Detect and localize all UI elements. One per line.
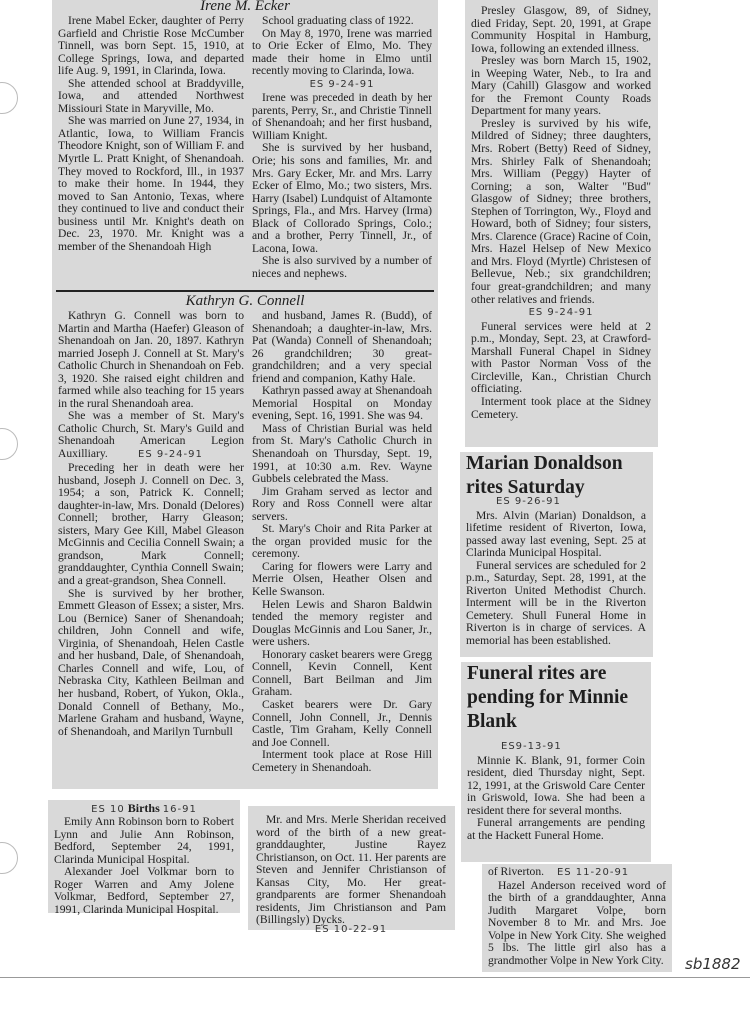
anderson-lead-line xyxy=(488,866,666,880)
binder-hole xyxy=(0,82,18,114)
column-right xyxy=(252,15,432,280)
clipping-sheridan-birth xyxy=(248,806,455,935)
text-block xyxy=(471,321,651,421)
headline: Funeral rites are pending for Minnie Blank xyxy=(467,663,629,732)
paragraph: Hazel Anderson received word of the birth of a granddaughter, Anna Judith Margaret Volpe, born November 8 to Mr. and Mrs. Joe Volpe in New York City. She weighed 5 lbs. The little girl also has a grandmother Volpe in New York City. xyxy=(488,878,666,967)
paragraph: She was a member of St. Mary's Catholic Church, St. Mary's Guild and Shenandoah American Legion Auxilliary. xyxy=(58,409,244,461)
paragraph: Interment took place at Rose Hill Cemetery in Shenandoah. xyxy=(252,748,432,774)
sheridan-text xyxy=(256,814,446,937)
paragraph: Helen Lewis and Sharon Baldwin tended the memory register and Douglas McGinnis and Lou Saner, Jr., were ushers. xyxy=(252,597,432,649)
paragraph: Kathryn G. Connell was born to Martin and Martha (Haefer) Gleason of Shenandoah on Jan. 20, 1897. Kathryn married Joseph J. Connell at St. Mary's Catholic Church in Shenandoah on Feb. 3, 1920. She raised eight children and farmed while also teaching for 15 years in the rural Shenandoah area. xyxy=(58,309,244,410)
paragraph: She is survived by her brother, Emmett Gleason of Essex; a sister, Mrs. Lou (Bernice) Saner of Shenandoah; children, John Connell and wife, Virginia, of Shenandoah, Helen Castle and her husband, Dale, of Shenandoah, Charles Connell and wife, Lou, of Nebraska City, Kathleen Beilman and her husband, Robert, of Yukon, Okla., Donald Connell of Bethany, Mo., Marlene Graham and husband, Wayne, of Shenandoah, and Marilyn Turnbull xyxy=(58,586,244,738)
column-right xyxy=(252,310,432,774)
catalog-number: sb1882 xyxy=(685,955,741,973)
page-edge xyxy=(0,977,750,978)
paragraph: She is survived by her husband, Orie; his sons and families, Mr. and Mrs. Gary Ecker, Mr. and Mrs. Larry Ecker of Elmo, Mo.; two sisters, Mrs. Harry (Isabel) Lundquist of Altamonte Springs, Fla., and Mrs. Harvey (Irma) Black of Collorado Springs, Colo.; and a brother, Perry Tinnell, Jr., of Lacona, Iowa. xyxy=(252,141,432,255)
clipping-glasgow-obituary xyxy=(465,0,658,447)
clipping-blank-obituary xyxy=(461,662,651,862)
paragraph: Jim Graham served as lector and Rory and Ross Connell were altar servers. xyxy=(252,484,432,523)
handwritten-date-note: 16-91 xyxy=(162,804,197,815)
donaldson-text xyxy=(466,496,646,648)
clipping-donaldson-obituary xyxy=(460,452,653,657)
text-block xyxy=(256,814,446,927)
paragraph: Caring for flowers were Larry and Merrie Olsen, Heather Olsen and Kelle Swanson. xyxy=(252,559,432,599)
paragraph: Mass of Christian Burial was held from St. Mary's Catholic Church in Shenandoah on Thursday, Sept. 19, 1991, at 10:30 a.m. Rev. Wayne Gubbels celebrated the Mass. xyxy=(252,421,432,486)
obituary-title: Kathryn G. Connell xyxy=(185,293,305,309)
paragraph: She attended school at Braddyville, Iowa, and attended Northwest Missiouri State in Maryville, Mo. xyxy=(58,76,244,115)
blank-text xyxy=(467,740,645,842)
column-left xyxy=(58,310,244,738)
text-block xyxy=(58,310,244,461)
section-title: Births xyxy=(127,801,160,815)
handwritten-date-note: ES 9-24-91 xyxy=(528,307,594,319)
paragraph: Funeral arrangements are pending at the Hackett Funeral Home. xyxy=(467,816,645,842)
paragraph: Irene was preceded in death by her parents, Perry, Sr., and Christie Tinnell of Shenandoah; and her first husband, William Knight. xyxy=(252,91,432,142)
glasgow-text xyxy=(471,5,651,421)
paragraph: Preceding her in death were her husband, Joseph J. Connell on Dec. 3, 1954; a son, Patrick K. Connell; daughter-in-law, Mrs. Donald (Delores) Connell; brother, Harry Gleason; sisters, Mary Gee Kill, Mabel Gleason McGinnis and Cecilia Connell Swain; a grandson, Mark Connell; granddaughter, Cynthia Connell Swain; and a great-grandson, Shea Connell. xyxy=(58,461,244,588)
paragraph: Funeral services were held at 2 p.m., Monday, Sept. 23, at Crawford-Marshall Funeral Chapel in Sidney with Pastor Norman Voss of the Circleville, Kan., Christian Church officiating. xyxy=(471,319,651,396)
paragraph: Presley was born March 15, 1902, in Weeping Water, Neb., to Ira and Mary (Cahill) Glasgow and worked for the Fremont County Roads Department for many years. xyxy=(471,54,651,118)
headline: Marian Donaldson rites Saturday xyxy=(466,453,623,498)
handwritten-date-note: ES9-13-91 xyxy=(501,741,562,752)
text-block xyxy=(252,15,432,78)
paragraph: Honorary casket bearers were Gregg Connell, Kevin Connell, Kent Connell, Bart Beilman and Jim Graham. xyxy=(252,647,432,699)
text-block xyxy=(467,755,645,843)
paragraph: Funeral services are scheduled for 2 p.m., Saturday, Sept. 28, 1991, at the Riverton United Methodist Church. Interment will be in the Riverton Cemetery. Shull Funeral Home in Riverton is in charge of services. A memorial has been established. xyxy=(466,558,646,648)
clipping-connell-obituary xyxy=(52,293,438,789)
paragraph: Interment took place at the Sidney Cemetery. xyxy=(471,394,651,421)
paragraph: and husband, James R. (Budd), of Shenandoah; a daughter-in-law, Mrs. Pat (Wanda) Connell of Shenandoah; 26 grandchildren; 30 great-grandchildren; and a very special friend and companion, Kathy Hale. xyxy=(252,309,432,385)
handwritten-date-note: ES 11-20-91 xyxy=(556,867,630,878)
paragraph: She is also survived by a number of nieces and nephews. xyxy=(252,254,432,280)
paragraph: Mr. and Mrs. Merle Sheridan received word of the birth of a new great-granddaughter, Justine Rayez Christianson, on Oct. 11. Her parents are Steven and Jennifer Christianson of Kansas City, Mo. Her great-grandparents are former Shenandoah residents, Jim Christianson and Pam (Billingsly) Dycks. xyxy=(256,813,446,927)
binder-hole xyxy=(0,428,18,460)
paragraph: St. Mary's Choir and Rita Parker at the organ provided music for the ceremony. xyxy=(252,522,432,561)
clipping-births xyxy=(48,800,240,916)
text-block xyxy=(252,92,432,280)
paragraph: Casket bearers were Dr. Gary Connell, John Connell, Jr., Dennis Castle, Tim Graham, Kelly Connell and Joe Connell. xyxy=(252,697,432,749)
paragraph: School graduating class of 1922. xyxy=(262,14,414,27)
anderson-text xyxy=(488,866,666,967)
paragraph: On May 8, 1970, Irene was married to Orie Ecker of Elmo, Mo. They made their home in Elmo until recently moving to Clarinda, Iowa. xyxy=(252,26,432,78)
handwritten-date-note: ES 9-24-91 xyxy=(309,78,375,90)
paragraph: Presley is survived by his wife, Mildred of Sidney; three daughters, Mrs. Robert (Betty) Reed of Sidney, Mrs. Shirley Falk of Shenandoah; Mrs. William (Peggy) Hayter of Corning; a son, Walter "Bud" Glasgow of Sidney; three brothers, Stephen of Torrington, Wy., Floyd and Howard, both of Sidney; four sisters, Mrs. Clarence (Grace) Racine of Coin, Mrs. Hazel Helsep of New Mexico and Mrs. Floyd (Myrtle) Christesen of Bellevue, Neb.; six grandchildren; four great-grandchildren; and many other relatives and friends. xyxy=(471,116,651,306)
text-block xyxy=(471,5,651,306)
divider xyxy=(56,290,434,292)
paragraph: Emily Ann Robinson born to Robert Lynn and Julie Ann Robinson, Bedford, September 24, 1991, Clarinda Municipal Hospital. xyxy=(54,815,234,866)
lead-text: of Riverton. xyxy=(488,865,545,878)
binder-hole xyxy=(0,842,18,874)
clipping-anderson-birth xyxy=(482,864,672,972)
paragraph: Alexander Joel Volkmar born to Roger Warren and Amy Jolene Volkmar, Bedford, September 27, 1991, Clarinda Municipal Hospital. xyxy=(54,865,234,916)
text-block xyxy=(58,462,244,738)
paragraph: She was married on June 27, 1934, in Atlantic, Iowa, to William Francis Theodore Knight, son of William F. and Myrtle L. Pratt Knight, of Shenandoah. They moved to Rockford, Ill., in 1937 to make their home. In 1944, they moved to San Antonio, Texas, where they continued to live and conduct their business until Mr. Knight's death on Dec. 23, 1970. Mr. Knight was a member of the Shenandoah High xyxy=(58,114,244,253)
clipping-ecker-obituary xyxy=(52,0,438,293)
paragraph: Presley Glasgow, 89, of Sidney, died Friday, Sept. 20, 1991, at Grape Community Hospital in Hamburg, Iowa, following an extended illness. xyxy=(471,4,651,55)
paragraph: Mrs. Alvin (Marian) Donaldson, a lifetime resident of Riverton, Iowa, passed away last evening, Sept. 25 at Clarinda Municipal Hospital. xyxy=(466,508,646,560)
paragraph: Irene Mabel Ecker, daughter of Perry Garfield and Christie Rose McCumber Tinnell, was born Sept. 15, 1910, at College Springs, Iowa, and departed life Aug. 9, 1991, in Clarinda, Iowa. xyxy=(58,14,244,78)
column-left xyxy=(58,15,244,253)
text-block xyxy=(488,880,666,968)
paragraph: Kathryn passed away at Shenandoah Memorial Hospital on Monday evening, Sept. 16, 1991. She was 94. xyxy=(252,384,432,423)
handwritten-date-note: ES 9-26-91 xyxy=(496,496,561,507)
handwritten-date-note: ES 10 xyxy=(91,804,125,815)
paragraph: Minnie K. Blank, 91, former Coin resident, died Thursday night, Sept. 12, 1991, at the Griswold Care Center in Griswold, Iowa. She had been a resident there for several months. xyxy=(467,753,645,817)
handwritten-date-note: ES 10-22-91 xyxy=(314,923,388,935)
births-text xyxy=(54,816,234,916)
births-heading xyxy=(48,801,240,816)
text-block xyxy=(466,510,646,648)
obituary-title: Irene M. Ecker xyxy=(200,0,290,14)
handwritten-date-note: ES 9-24-91 xyxy=(138,448,203,460)
